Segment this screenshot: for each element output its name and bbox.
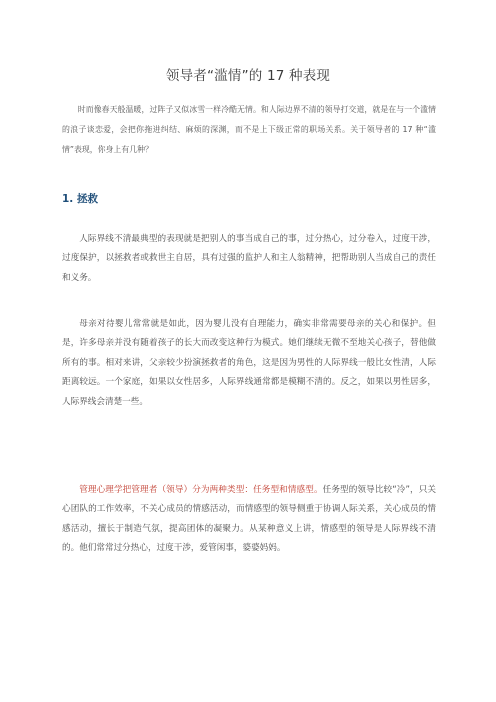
- paragraph-1: 人际界线不清最典型的表现就是把别人的事当成自己的事，过分热心，过分卷入，过度干涉，过度保护，以拯救者或救世主自居，具有过强的监护人和主人翁精神，把帮助别人当成自己的责任和义务。: [62, 234, 436, 283]
- paragraph-3: [62, 481, 436, 559]
- intro-paragraph: 时而像春天般温暖，过阵子又似冰雪一样冷酷无情。和人际边界不清的领导打交道，就是在与一个滥情的浪子谈恋爱，会把你拖进纠结、麻烦的深渊，而不是上下级正常的职场关系。关于领导者的 17 种“滥情”表现，你身上有几种？: [62, 105, 436, 154]
- section-heading: 1. 拯救: [62, 193, 98, 205]
- paragraph-2: 母亲对待婴儿常常就是如此，因为婴儿没有自理能力，确实非常需要母亲的关心和保护。但是，许多母亲并没有随着孩子的长大而改变这种行为模式。她们继续无微不至地关心孩子，替他做所有的事。相对来讲，父亲较少扮演拯救者的角色，这是因为男性的人际界线一般比女性清，人际距离较远。一个家庭，如果以女性居多，人际界线通常都是模糊不清的。反之，如果以男性居多，人际界线会清楚一些。: [62, 319, 436, 407]
- highlighted-sentence: 管理心理学把管理者（领导）分为两种类型：任务型和情感型。: [79, 485, 323, 495]
- document-title: 领导者“滥情”的 17 种表现: [165, 68, 331, 84]
- paragraph-3-text: 任务型的领导比较“冷”，只关心团队的工作效率，不关心成员的情感活动，而情感型的领导侧重于协调人际关系，关心成员的情感活动，擅长于制造气氛，提高团体的凝聚力。从某种意义上讲，情感型的领导是人际界线不清的。他们常常过分热心，过度干涉，爱管闲事，婆婆妈妈。: [62, 485, 436, 554]
